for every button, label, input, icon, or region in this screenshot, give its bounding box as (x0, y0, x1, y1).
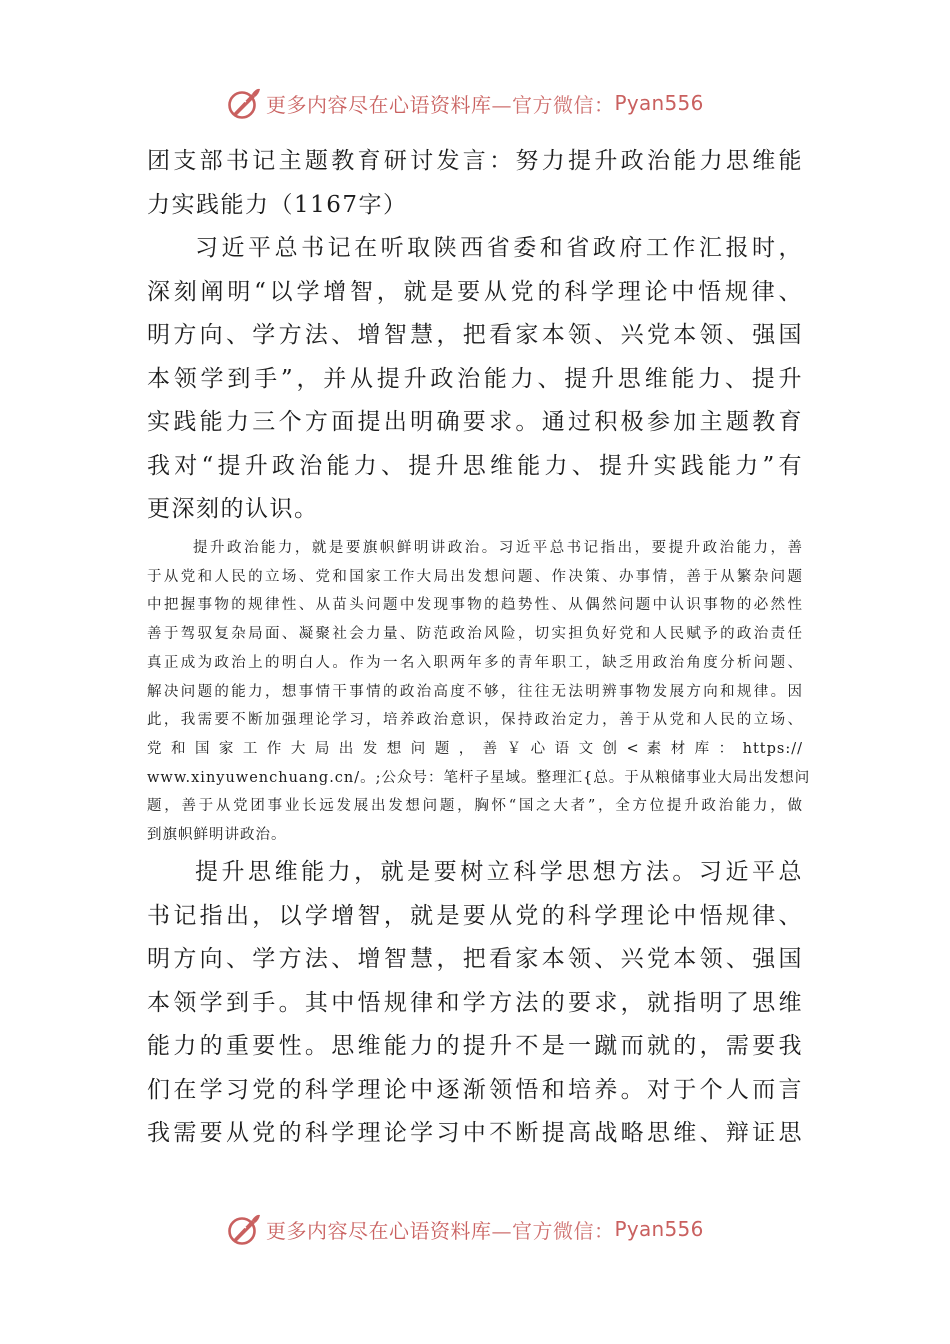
xinyu-logo-icon (226, 1211, 262, 1247)
paragraph-line: 解决问题的能力，想事情干事情的政治高度不够，往往无法明辨事物发展方向和规律。因 (147, 683, 803, 700)
header-watermark (226, 85, 704, 121)
title-line: 团支部书记主题教育研讨发言：努力提升政治能力思维能 (147, 148, 803, 174)
paragraph-line: 实践能力三个方面提出明确要求。通过积极参加主题教育 (147, 409, 803, 435)
paragraph-line: 中把握事物的规律性、从苗头问题中发现事物的趋势性、从偶然问题中认识事物的必然性 (147, 597, 803, 614)
paragraph-line: 明方向、学方法、增智慧，把看家本领、兴党本领、强国 (147, 946, 803, 972)
paragraph-line: 党 和 国 家 工 作 大 局 出 发 想 问 题 ， 善 ￥ 心 语 文 创 < 素 材 库 ： https:// (147, 740, 803, 757)
paragraph-line: 们在学习党的科学理论中逐渐领悟和培养。对于个人而言 (147, 1076, 803, 1103)
paragraph-line: 我对“提升政治能力、提升思维能力、提升实践能力”有 (147, 452, 803, 479)
paragraph-line: 书记指出，以学增智，就是要从党的科学理论中悟规律、 (147, 902, 803, 929)
paragraph-line: 我需要从党的科学理论学习中不断提高战略思维、辩证思 (147, 1120, 803, 1146)
paragraph-line: www.xinyuwenchuang.cn/。;公众号：笔杆子星域。整理汇{总。于从粮储事业大局出发想问 (147, 769, 811, 786)
xinyu-logo-icon (226, 85, 262, 121)
political-ability-paragraph (147, 534, 811, 850)
title-and-intro-block (147, 140, 803, 532)
paragraph-line: 提升政治能力，就是要旗帜鲜明讲政治。习近平总书记指出，要提升政治能力，善 (193, 540, 803, 556)
paragraph-line: 到旗帜鲜明讲政治。 (147, 827, 287, 844)
paragraph-line: 明方向、学方法、增智慧，把看家本领、兴党本领、强国 (147, 322, 803, 348)
thinking-ability-paragraph (147, 851, 803, 1156)
paragraph-line: 于从党和人民的立场、党和国家工作大局出发想问题、作决策、办事情，善于从繁杂问题 (147, 568, 803, 585)
watermark-contact-label: —官方微信： (491, 92, 615, 117)
paragraph-line: 深刻阐明“以学增智，就是要从党的科学理论中悟规律、 (147, 278, 803, 305)
paragraph-line: 善于驾驭复杂局面、凝聚社会力量、防范政治风险，切实担负好党和人民赋予的政治责任 (147, 626, 803, 643)
watermark-contact-id: Pyan556 (614, 91, 704, 115)
paragraph-line: 本领学到手。其中悟规律和学方法的要求，就指明了思维 (147, 989, 803, 1016)
paragraph-line: 更深刻的认识。 (147, 496, 319, 522)
paragraph-line: 本领学到手”，并从提升政治能力、提升思维能力、提升 (147, 365, 803, 392)
paragraph-line: 能力的重要性。思维能力的提升不是一蹴而就的，需要我 (147, 1033, 803, 1059)
watermark-contact-label: —官方微信： (491, 1218, 615, 1243)
paragraph-line: 习近平总书记在听取陕西省委和省政府工作汇报时， (195, 235, 803, 261)
title-line: 力实践能力（1167字） (147, 191, 408, 218)
paragraph-line: 题，善于从党团事业长远发展出发想问题，胸怀“国之大者”，全方位提升政治能力，做 (147, 798, 803, 815)
paragraph-line: 真正成为政治上的明白人。作为一名入职两年多的青年职工，缺乏用政治角度分析问题、 (147, 654, 803, 671)
watermark-site-name: 更多内容尽在心语资料库 (266, 1218, 492, 1243)
paragraph-line: 此，我需要不断加强理论学习，培养政治意识，保持政治定力，善于从党和人民的立场、 (147, 712, 803, 729)
watermark-site-name: 更多内容尽在心语资料库 (266, 92, 492, 117)
watermark-contact-id: Pyan556 (614, 1217, 704, 1241)
paragraph-line: 提升思维能力，就是要树立科学思想方法。习近平总 (195, 859, 803, 885)
footer-watermark (226, 1211, 704, 1247)
